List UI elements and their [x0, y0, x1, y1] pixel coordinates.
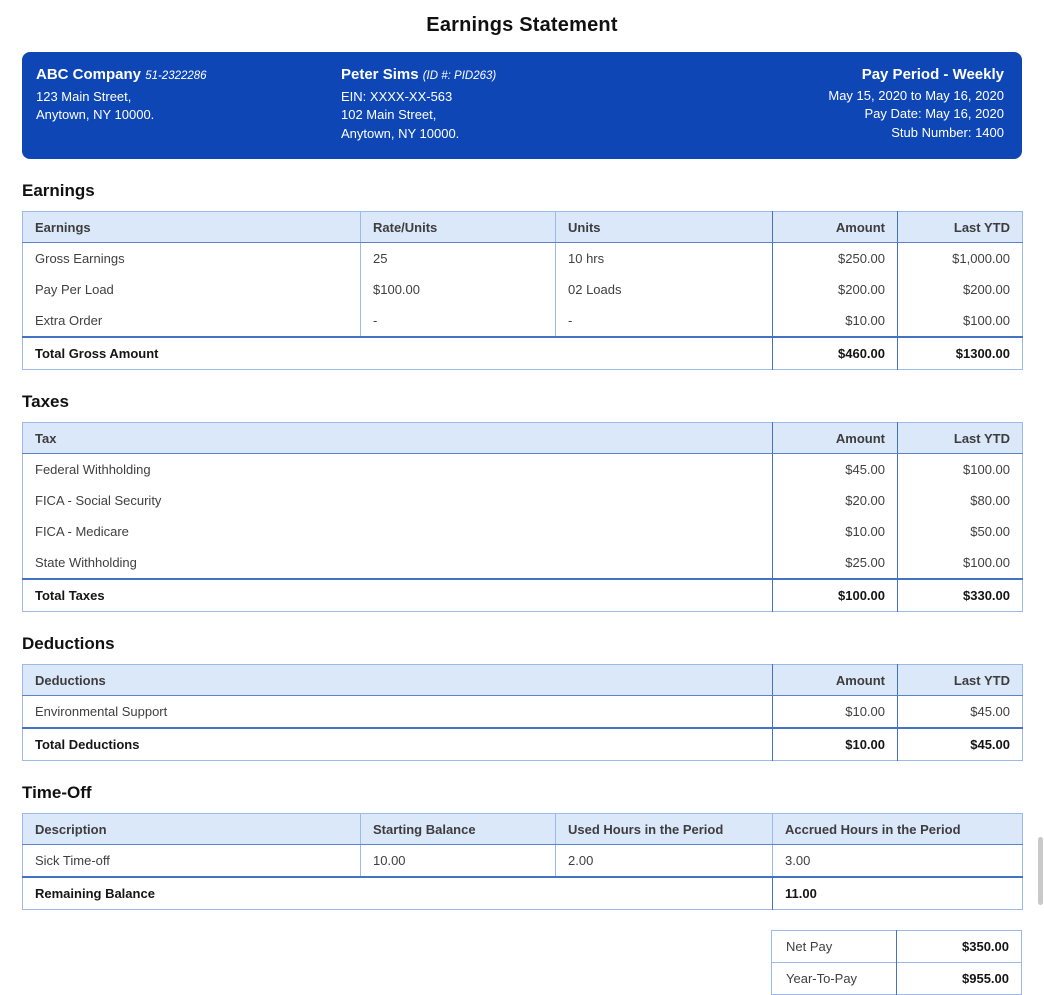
total-amount: $100.00: [773, 579, 898, 612]
cell: $10.00: [773, 516, 898, 547]
employee-name: Peter Sims: [341, 66, 419, 83]
cell: 25: [361, 243, 556, 275]
cell: -: [361, 305, 556, 337]
header-band: [22, 52, 1022, 159]
cell: 02 Loads: [556, 274, 773, 305]
cell: -: [556, 305, 773, 337]
employee-address-line1: 102 Main Street,: [341, 107, 437, 122]
cell: $100.00: [898, 305, 1023, 337]
employee-address-line2: Anytown, NY 10000.: [341, 125, 460, 141]
column-header: Deductions: [23, 665, 773, 696]
column-header: Rate/Units: [361, 212, 556, 243]
earnings-section-heading: Earnings: [22, 181, 95, 200]
year-to-pay-label: Year-To-Pay: [772, 963, 897, 995]
column-header: Last YTD: [898, 423, 1023, 454]
total-amount: $460.00: [773, 337, 898, 370]
total-row: [23, 579, 1023, 612]
total-last-ytd: $1300.00: [898, 337, 1023, 370]
table-row: [23, 243, 1023, 275]
cell: $250.00: [773, 243, 898, 275]
cell: $100.00: [898, 547, 1023, 579]
column-header: Used Hours in the Period: [556, 814, 773, 845]
column-header: Starting Balance: [361, 814, 556, 845]
table-row: [23, 696, 1023, 729]
net-pay-value: $350.00: [897, 931, 1022, 963]
page-title: Earnings Statement: [426, 14, 618, 36]
cell: 2.00: [556, 845, 773, 878]
net-pay-label: Net Pay: [786, 939, 833, 954]
cell: Gross Earnings: [35, 251, 125, 266]
company-tax-id: 51-2322286: [145, 70, 207, 82]
table-row: [23, 305, 1023, 337]
column-header: Amount: [773, 665, 898, 696]
cell: $200.00: [773, 274, 898, 305]
total-label: Total Gross Amount: [23, 337, 773, 370]
employee-ein: EIN: XXXX-XX-563: [341, 88, 453, 104]
cell: Pay Per Load: [35, 282, 114, 297]
deductions-section-heading: Deductions: [22, 634, 115, 653]
column-header: Last YTD: [898, 665, 1023, 696]
pay-period-range: May 15, 2020 to May 16, 2020: [828, 87, 1004, 103]
company-name: ABC Company: [36, 66, 142, 83]
company-info: [36, 66, 341, 143]
table-row: [23, 516, 1023, 547]
table-header-row: [23, 212, 1023, 243]
total-value: 11.00: [773, 877, 1023, 910]
column-header: Description: [23, 814, 361, 845]
cell: State Withholding: [35, 555, 137, 570]
cell: Environmental Support: [35, 704, 168, 719]
cell: Sick Time-off: [35, 853, 110, 868]
total-last-ytd: $330.00: [898, 579, 1023, 612]
total-last-ytd: $45.00: [898, 728, 1023, 761]
stub-number: Stub Number: 1400: [891, 124, 1004, 140]
table-row: [772, 931, 1022, 963]
timeoff-table: [22, 813, 1023, 910]
summary-section: [22, 930, 1022, 995]
table-row: [23, 485, 1023, 516]
pay-period-title: Pay Period - Weekly: [861, 66, 1004, 83]
column-header: Units: [556, 212, 773, 243]
cell: $80.00: [898, 485, 1023, 516]
cell: $100.00: [898, 454, 1023, 486]
column-header: Earnings: [23, 212, 361, 243]
cell: $10.00: [773, 696, 898, 729]
taxes-section-heading: Taxes: [22, 392, 69, 411]
cell: $200.00: [898, 274, 1023, 305]
total-row: [23, 728, 1023, 761]
company-address-line2: Anytown, NY 10000.: [36, 107, 155, 122]
column-header: Amount: [773, 423, 898, 454]
cell: $10.00: [773, 305, 898, 337]
column-header: Accrued Hours in the Period: [773, 814, 1023, 845]
employee-info: [341, 66, 744, 143]
vertical-scrollbar: [1037, 0, 1043, 905]
cell: 10 hrs: [556, 243, 773, 275]
employee-id: (ID #: PID263): [422, 70, 497, 82]
cell: $45.00: [898, 696, 1023, 729]
cell: 10.00: [361, 845, 556, 878]
cell: $25.00: [773, 547, 898, 579]
cell: $20.00: [773, 485, 898, 516]
table-row: [772, 963, 1022, 995]
total-label: Remaining Balance: [23, 877, 773, 910]
total-label: Total Taxes: [23, 579, 773, 612]
total-amount: $10.00: [773, 728, 898, 761]
deductions-table: [22, 664, 1023, 761]
cell: $1,000.00: [898, 243, 1023, 275]
table-header-row: [23, 665, 1023, 696]
table-row: [23, 547, 1023, 579]
net-pay-table: [771, 930, 1022, 995]
company-address-line1: 123 Main Street,: [36, 88, 132, 104]
cell: 3.00: [773, 845, 1023, 878]
table-row: [23, 454, 1023, 486]
cell: $50.00: [898, 516, 1023, 547]
pay-date: Pay Date: May 16, 2020: [864, 106, 1004, 121]
cell: $45.00: [773, 454, 898, 486]
column-header: Tax: [23, 423, 773, 454]
total-label: Total Deductions: [23, 728, 773, 761]
cell: FICA - Social Security: [35, 493, 162, 508]
column-header: Last YTD: [898, 212, 1023, 243]
cell: $100.00: [361, 274, 556, 305]
cell: Federal Withholding: [35, 462, 151, 477]
column-header: Amount: [773, 212, 898, 243]
cell: FICA - Medicare: [35, 524, 129, 539]
scrollbar-thumb[interactable]: [1038, 837, 1043, 905]
pay-period-info: [744, 66, 1004, 143]
table-row: [23, 845, 1023, 878]
total-row: [23, 337, 1023, 370]
table-header-row: [23, 423, 1023, 454]
taxes-table: [22, 422, 1023, 612]
table-row: [23, 274, 1023, 305]
table-header-row: [23, 814, 1023, 845]
cell: Extra Order: [35, 313, 103, 328]
timeoff-section-heading: Time-Off: [22, 783, 92, 802]
year-to-pay-value: $955.00: [897, 963, 1022, 995]
earnings-table: [22, 211, 1023, 370]
